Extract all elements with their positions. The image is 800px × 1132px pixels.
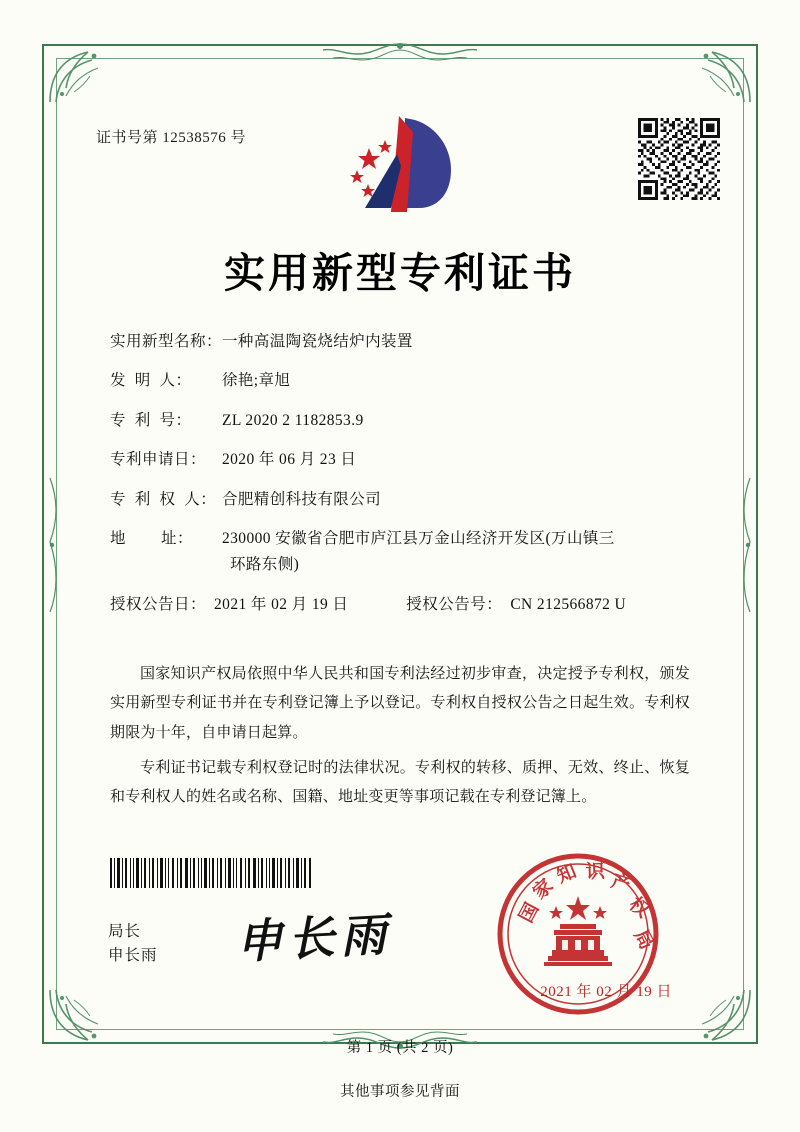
field-label: 授权公告日：: [110, 595, 207, 613]
field-value: CN 212566872 U: [510, 595, 627, 613]
field-inventor: [110, 371, 700, 390]
seal-date: 2021 年 02 月 19 日: [540, 984, 672, 1000]
field-announcement-number: [406, 595, 626, 614]
svg-text:局: 局: [629, 926, 658, 954]
field-label: 授权公告号：: [406, 595, 503, 613]
director-title: 局长: [108, 923, 142, 940]
field-application-date: [110, 450, 700, 469]
side-ornament-icon: [730, 470, 756, 620]
svg-text:知: 知: [553, 860, 580, 888]
page-title: 实用新型专利证书: [224, 249, 576, 297]
top-ornament-icon: [295, 40, 505, 74]
footer-note: 其他事项参见背面: [340, 1084, 460, 1100]
handwritten-signature: 申长雨: [234, 906, 394, 970]
field-value: ZL 2020 2 1182853.9: [222, 411, 364, 429]
address-line-1: 230000 安徽省合肥市庐江县万金山经济开发区(万山镇三: [222, 529, 615, 547]
field-value: [222, 529, 700, 575]
field-value: 2021 年 02 月 19 日: [214, 595, 349, 613]
field-patentee: [110, 490, 700, 509]
field-label: 专 利 权 人：: [110, 490, 217, 508]
signature-block: [108, 920, 158, 968]
side-ornament-icon: [44, 470, 70, 620]
svg-text:国: 国: [514, 899, 544, 927]
address-line-2: 环路东侧): [230, 556, 300, 574]
field-value: 合肥精创科技有限公司: [222, 490, 382, 508]
svg-text:产: 产: [608, 869, 634, 897]
field-announcement-date: [110, 595, 348, 614]
qr-code-icon: [638, 118, 720, 200]
legal-text: [110, 660, 690, 818]
page-number: 第 1 页 (共 2 页): [346, 1040, 454, 1056]
barcode-icon: [108, 858, 313, 888]
field-value: 徐艳;章旭: [222, 372, 291, 390]
field-label: 专利申请日：: [110, 451, 207, 469]
cnipa-logo-icon: [335, 112, 465, 220]
corner-ornament-icon: [668, 46, 754, 106]
certificate-number: 证书号第 12538576 号: [96, 130, 247, 146]
field-label: 发 明 人：: [110, 372, 192, 390]
field-label: 地 址：: [110, 529, 194, 547]
field-value: 一种高温陶瓷烧结炉内装置: [222, 333, 413, 350]
field-announcement-row: [110, 595, 700, 614]
svg-text:识: 识: [585, 860, 606, 883]
paragraph-2: 专利证书记载专利权登记时的法律状况。专利权的转移、质押、无效、终止、恢复和专利权人的姓名或名称、国籍、地址变更等事项记载在专利登记簿上。: [110, 759, 690, 805]
certificate-fields: [110, 332, 700, 630]
director-name: 申长雨: [108, 947, 158, 965]
paragraph-1: 国家知识产权局依照中华人民共和国专利法经过初步审查，决定授予专利权，颁发实用新型专利证书并在专利登记簿上予以登记。专利权自授权公告之日起生效。专利权期限为十年，自申请日起算。: [110, 666, 690, 741]
field-utility-model-name: [110, 332, 700, 351]
field-label: 实用新型名称：: [110, 333, 223, 350]
field-address: [110, 529, 700, 575]
field-patent-number: [110, 411, 700, 430]
corner-ornament-icon: [46, 46, 132, 106]
field-value: 2020 年 06 月 23 日: [222, 451, 357, 469]
svg-text:家: 家: [528, 874, 558, 904]
svg-text:权: 权: [624, 892, 654, 923]
field-label: 专 利 号：: [110, 411, 192, 429]
